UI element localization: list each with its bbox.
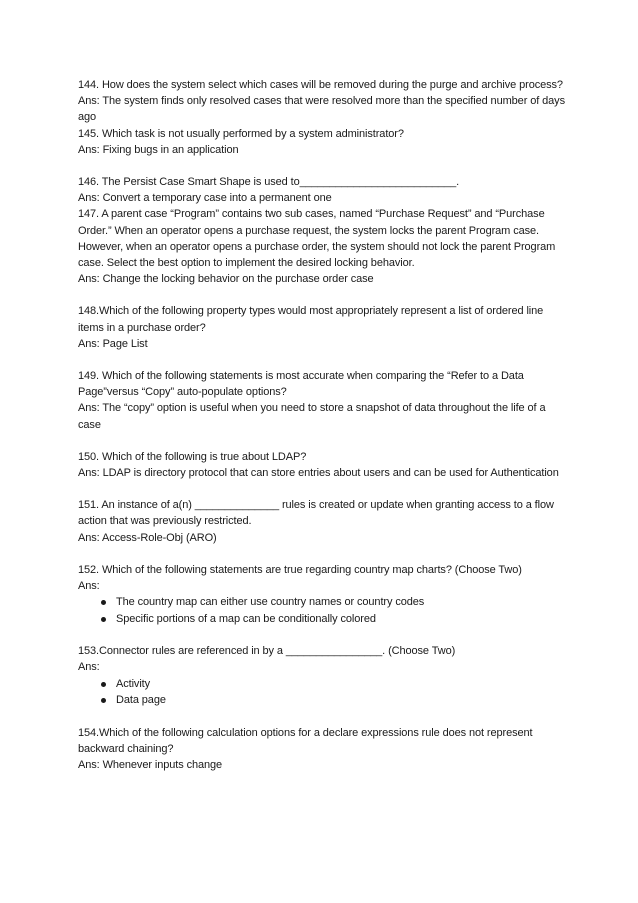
- list-item: [78, 676, 568, 693]
- question-148: 148.Which of the following property types would most appropriately represent a list of ordered line items in a purchase order?: [78, 305, 544, 334]
- bullet-icon: [101, 600, 106, 605]
- list-item-text: Activity: [116, 677, 151, 690]
- answer-label-153: Ans:: [78, 661, 100, 674]
- answer-list-152: [78, 594, 568, 627]
- bullet-icon: [101, 617, 106, 622]
- answer-151: Ans: Access-Role-Obj (ARO): [78, 531, 217, 544]
- question-block-151: [78, 497, 568, 546]
- list-item-text: Data page: [116, 694, 166, 707]
- document-page: [78, 77, 568, 773]
- bullet-icon: [101, 698, 106, 703]
- question-block-153: [78, 643, 568, 708]
- question-149: 149. Which of the following statements is most accurate when comparing the “Refer to a Data Page”versus “Copy” auto-populate options?: [78, 370, 524, 399]
- answer-148: Ans: Page List: [78, 337, 148, 350]
- list-item: [78, 594, 568, 611]
- question-block-152: [78, 562, 568, 627]
- question-block-149: [78, 368, 568, 433]
- question-block-146-147: [78, 174, 568, 287]
- list-item-text: Specific portions of a map can be conditionally colored: [116, 612, 376, 625]
- question-153: 153.Connector rules are referenced in by a ________________. (Choose Two): [78, 645, 456, 658]
- list-item-text: The country map can either use country names or country codes: [116, 596, 425, 609]
- question-150: 150. Which of the following is true about LDAP?: [78, 450, 307, 463]
- answer-147: Ans: Change the locking behavior on the purchase order case: [78, 273, 374, 286]
- question-144: 144. How does the system select which cases will be removed during the purge and archive process?: [78, 79, 563, 91]
- list-item: [78, 611, 568, 628]
- answer-154: Ans: Whenever inputs change: [78, 759, 223, 772]
- question-152: 152. Which of the following statements are true regarding country map charts? (Choose Two): [78, 563, 522, 576]
- answer-146: Ans: Convert a temporary case into a permanent one: [78, 192, 332, 205]
- question-151: 151. An instance of a(n) ______________ rules is created or update when granting access to a flow action that was previously restricted.: [78, 499, 554, 528]
- question-147: 147. A parent case “Program” contains two sub cases, named “Purchase Request” and “Purchase Order.” When an operator opens a purchase request, the system locks the parent Program case. However, when an operator opens a purchase order, the system should not lock the parent Program case. Select the best option to implement the desired locking behavior.: [78, 208, 556, 270]
- question-block-150: [78, 449, 568, 481]
- question-block-144-145: [78, 77, 568, 158]
- question-block-154: [78, 725, 568, 774]
- question-146: 146. The Persist Case Smart Shape is used to__________________________.: [78, 176, 460, 189]
- question-154: 154.Which of the following calculation options for a declare expressions rule does not represent backward chaining?: [78, 726, 533, 755]
- answer-label-152: Ans:: [78, 580, 100, 593]
- answer-150: Ans: LDAP is directory protocol that can store entries about users and can be used for Authentication: [78, 467, 559, 480]
- bullet-icon: [101, 682, 106, 687]
- answer-list-153: [78, 676, 568, 709]
- answer-145: Ans: Fixing bugs in an application: [78, 143, 239, 156]
- answer-144: Ans: The system finds only resolved cases that were resolved more than the specified number of days ago: [78, 95, 565, 124]
- question-145: 145. Which task is not usually performed by a system administrator?: [78, 127, 404, 140]
- answer-149: Ans: The “copy” option is useful when you need to store a snapshot of data throughout the life of a case: [78, 402, 546, 431]
- question-block-148: [78, 303, 568, 352]
- list-item: [78, 692, 568, 709]
